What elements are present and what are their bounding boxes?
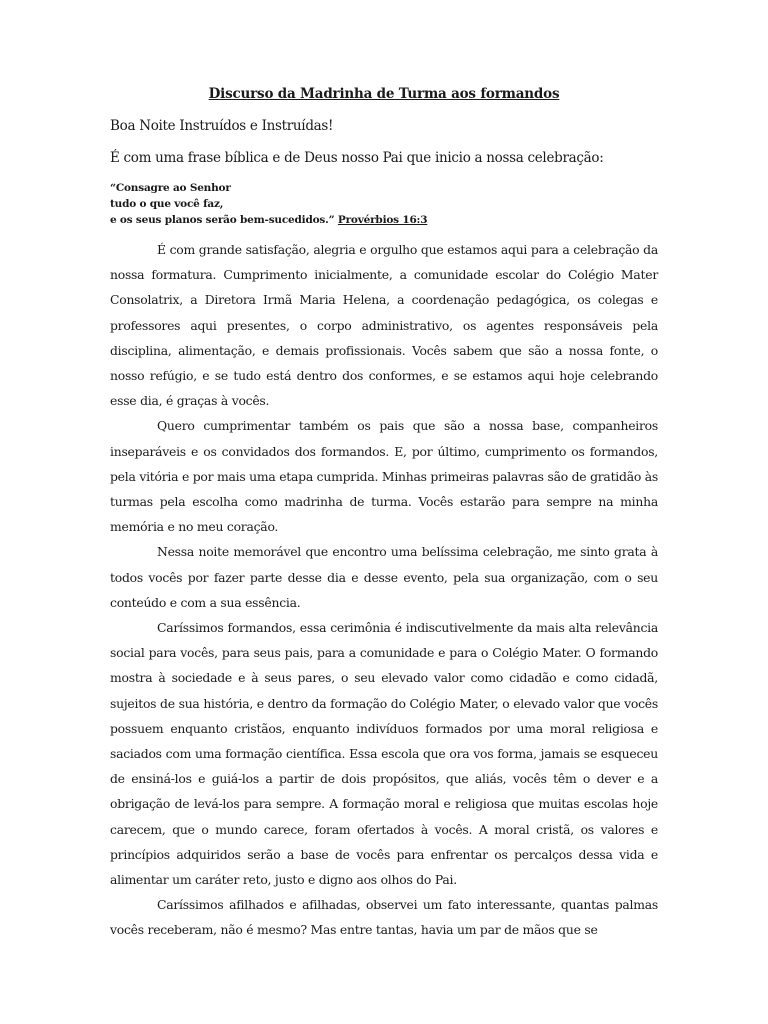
intro-line: É com uma frase bíblica e de Deus nosso Pai que inicio a nossa celebração:	[110, 150, 604, 166]
quote-line-3	[110, 212, 427, 228]
quote-reference: Provérbios 16:3	[337, 214, 428, 226]
quote-line-2: tudo o que você faz,	[110, 198, 224, 210]
paragraph-5: Caríssimos afilhados e afilhadas, observei um fato interessante, quantas palmas vocês receberam, não é mesmo? Mas entre tantas, havia um par de mãos que se	[110, 897, 658, 938]
paragraph-4: Caríssimos formandos, essa cerimônia é indiscutivelmente da mais alta relevância social para vocês, para seus pais, para a comunidade e para o Colégio Mater. O formando mostra à sociedade e à seus pares, o seu elevado valor como cidadão e como cidadã, sujeitos de sua história, e dentro da formação do Colégio Mater, o elevado valor que vocês possuem enquanto cristãos, enquanto indivíduos formados por uma moral religiosa e saciados com uma formação científica. Essa escola que ora vos forma, jamais se esqueceu de ensiná-los e guiá-los a partir de dois propósitos, que aliás, vocês têm o dever e a obrigação de levá-los para sempre. A formação moral e religiosa que muitas escolas hoje carecem, que o mundo carece, foram ofertados à vocês. A moral cristã, os valores e princípios adquiridos serão a base de vocês para enfrentar os percalços dessa vida e alimentar um caráter reto, justo e digno aos olhos do Pai.	[110, 620, 658, 888]
speech-body	[110, 237, 658, 943]
greeting-line: Boa Noite Instruídos e Instruídas!	[110, 118, 334, 134]
document-title: Discurso da Madrinha de Turma aos formandos	[208, 86, 560, 102]
paragraph-3: Nessa noite memorável que encontro uma belíssima celebração, me sinto grata à todos vocês por fazer parte desse dia e desse evento, pela sua organização, com o seu conteúdo e com a sua essência.	[110, 544, 658, 610]
paragraph-2: Quero cumprimentar também os pais que são a nossa base, companheiros inseparáveis e os convidados dos formandos. E, por último, cumprimento os formandos, pela vitória e por mais uma etapa cumprida. Minhas primeiras palavras são de gratidão às turmas pela escolha como madrinha de turma. Vocês estarão para sempre na minha memória e no meu coração.	[110, 418, 658, 535]
quote-line-1: “Consagre ao Senhor	[110, 182, 231, 194]
paragraph-1: É com grande satisfação, alegria e orgulho que estamos aqui para a celebração da nossa formatura. Cumprimento inicialmente, a comunidade escolar do Colégio Mater Consolatrix, a Diretora Irmã Maria Helena, a coordenação pedagógica, os colegas e professores aqui presentes, o corpo administrativo, os agentes responsáveis pela disciplina, alimentação, e demais profissionais. Vocês sabem que são a nossa fonte, o nosso refúgio, e se tudo está dentro dos conformes, e se estamos aqui hoje celebrando esse dia, é graças à vocês.	[110, 242, 658, 409]
bible-quote	[110, 180, 427, 228]
quote-line-3-text: e os seus planos serão bem-sucedidos.”	[110, 214, 335, 226]
